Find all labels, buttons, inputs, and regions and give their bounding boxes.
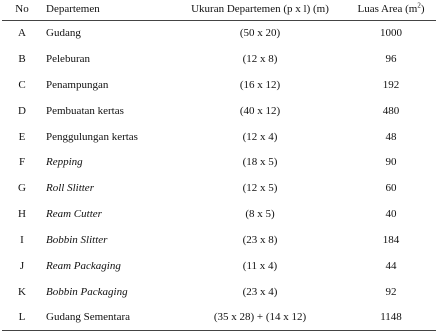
cell-departemen: Ream Packaging xyxy=(46,259,121,272)
cell-luas: 192 xyxy=(382,78,400,91)
department-area-table xyxy=(2,0,436,331)
cell-luas: 92 xyxy=(385,285,397,298)
table-row xyxy=(2,72,436,98)
table-row xyxy=(2,175,436,201)
table-row xyxy=(2,227,436,253)
cell-luas: 60 xyxy=(385,182,397,195)
table-row xyxy=(2,305,436,331)
cell-ukuran: (23 x 8) xyxy=(242,234,278,247)
cell-no: I xyxy=(20,234,24,247)
cell-departemen: Repping xyxy=(46,156,83,169)
cell-ukuran: (23 x 4) xyxy=(242,285,278,298)
table-row xyxy=(2,20,436,46)
table-header xyxy=(2,0,436,20)
cell-ukuran: (8 x 5) xyxy=(245,208,275,221)
cell-departemen: Bobbin Slitter xyxy=(46,234,108,247)
table-body xyxy=(2,20,436,331)
header-luas-close: ) xyxy=(420,3,425,15)
cell-no: A xyxy=(18,27,26,40)
cell-luas: 184 xyxy=(382,234,400,247)
cell-no: G xyxy=(18,182,26,195)
cell-luas: 90 xyxy=(385,156,397,169)
cell-no: J xyxy=(19,259,25,272)
table-row xyxy=(2,46,436,72)
cell-departemen: Gudang xyxy=(46,27,81,40)
cell-ukuran: (12 x 4) xyxy=(242,130,278,143)
header-ukuran: Ukuran Departemen (p x l) (m) xyxy=(191,3,329,15)
header-row xyxy=(2,0,436,20)
cell-departemen: Penggulungan kertas xyxy=(46,130,138,143)
header-no: No xyxy=(15,3,29,15)
cell-no: C xyxy=(18,78,26,91)
department-area-table-container xyxy=(2,0,434,331)
table-row xyxy=(2,201,436,227)
cell-ukuran: (50 x 20) xyxy=(239,27,281,40)
header-luas-superscript: 2 xyxy=(417,1,421,10)
cell-luas: 96 xyxy=(385,52,397,65)
cell-departemen: Penampungan xyxy=(46,78,109,91)
cell-no: E xyxy=(18,130,26,143)
cell-ukuran: (35 x 28) + (14 x 12) xyxy=(213,311,307,324)
cell-no: H xyxy=(18,208,26,221)
cell-luas: 48 xyxy=(385,130,397,143)
cell-no: F xyxy=(18,156,26,169)
cell-no: L xyxy=(18,311,26,324)
cell-departemen: Pembuatan kertas xyxy=(46,104,124,117)
cell-ukuran: (40 x 12) xyxy=(239,104,281,117)
cell-no: B xyxy=(18,52,26,65)
cell-luas: 1000 xyxy=(380,27,402,40)
cell-ukuran: (11 x 4) xyxy=(242,259,278,272)
table-row xyxy=(2,98,436,124)
cell-ukuran: (16 x 12) xyxy=(239,78,281,91)
cell-ukuran: (12 x 5) xyxy=(242,182,278,195)
table-row xyxy=(2,253,436,279)
header-departemen: Departemen xyxy=(46,3,100,15)
cell-ukuran: (18 x 5) xyxy=(242,156,278,169)
cell-departemen: Ream Cutter xyxy=(46,208,102,221)
cell-no: K xyxy=(18,285,26,298)
cell-ukuran: (12 x 8) xyxy=(242,52,278,65)
table-row xyxy=(2,149,436,175)
header-luas xyxy=(344,0,436,20)
cell-luas: 480 xyxy=(382,104,400,117)
header-luas-text: Luas Area (m xyxy=(357,3,418,15)
cell-luas: 40 xyxy=(385,208,397,221)
cell-departemen: Bobbin Packaging xyxy=(46,285,128,298)
table-row xyxy=(2,124,436,150)
cell-no: D xyxy=(18,104,26,117)
cell-departemen: Peleburan xyxy=(46,52,90,65)
cell-luas: 1148 xyxy=(380,311,402,324)
table-row xyxy=(2,279,436,305)
cell-luas: 44 xyxy=(385,259,397,272)
cell-departemen: Gudang Sementara xyxy=(46,311,130,324)
cell-departemen: Roll Slitter xyxy=(46,182,94,195)
